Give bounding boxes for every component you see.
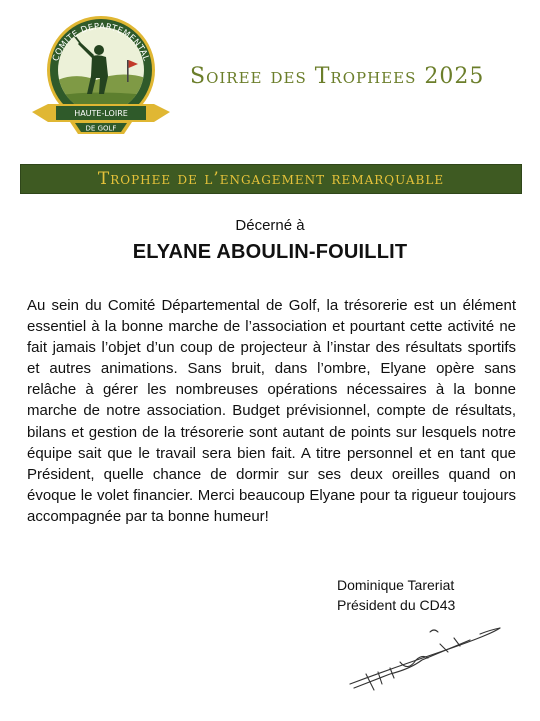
handwritten-signature	[330, 614, 530, 714]
signatory-name: Dominique Tareriat	[337, 577, 455, 593]
recipient-name: ELYANE ABOULIN-FOUILLIT	[132, 241, 408, 263]
logo-ribbon-line1: HAUTE-LOIRE	[74, 109, 128, 118]
event-title: Soiree des Trophees 2025	[190, 64, 485, 89]
logo-arc-text: COMITE DEPARTEMENTAL	[51, 21, 151, 63]
signatory-role: Président du CD43	[337, 597, 456, 613]
tribute-paragraph: Au sein du Comité Départemental de Golf, la trésorerie est un élément essentiel à la bonne marche de l’association et pourtant cette activité ne fait jamais l’objet d’un coup de projecteur à l’instar des résultats sportifs et autres animations. Sans bruit, dans l’ombre, Elyane opère sans relâche à gérer les nombreuses opérations nécessaires à la bonne marche de notre association. Budget prévisionnel, compte de résultats, bilans et gestion de la trésorerie sont autant de points sur lesquels notre équipe sait que le travail sera bien fait. A titre personnel et en tant que Président, quelle chance de dormir sur ses deux oreilles quand on évoque le volet financier. Merci beaucoup Elyane pour ta rigueur toujours accompagnée par ta bonne humeur!	[27, 297, 516, 525]
golf-committee-logo	[26, 14, 176, 138]
logo-ribbon-line2: DE GOLF	[85, 124, 117, 133]
awarded-label: Décerné à	[235, 217, 305, 234]
award-banner	[20, 164, 522, 194]
award-title: Trophee de l’engagement remarquable	[97, 169, 445, 189]
